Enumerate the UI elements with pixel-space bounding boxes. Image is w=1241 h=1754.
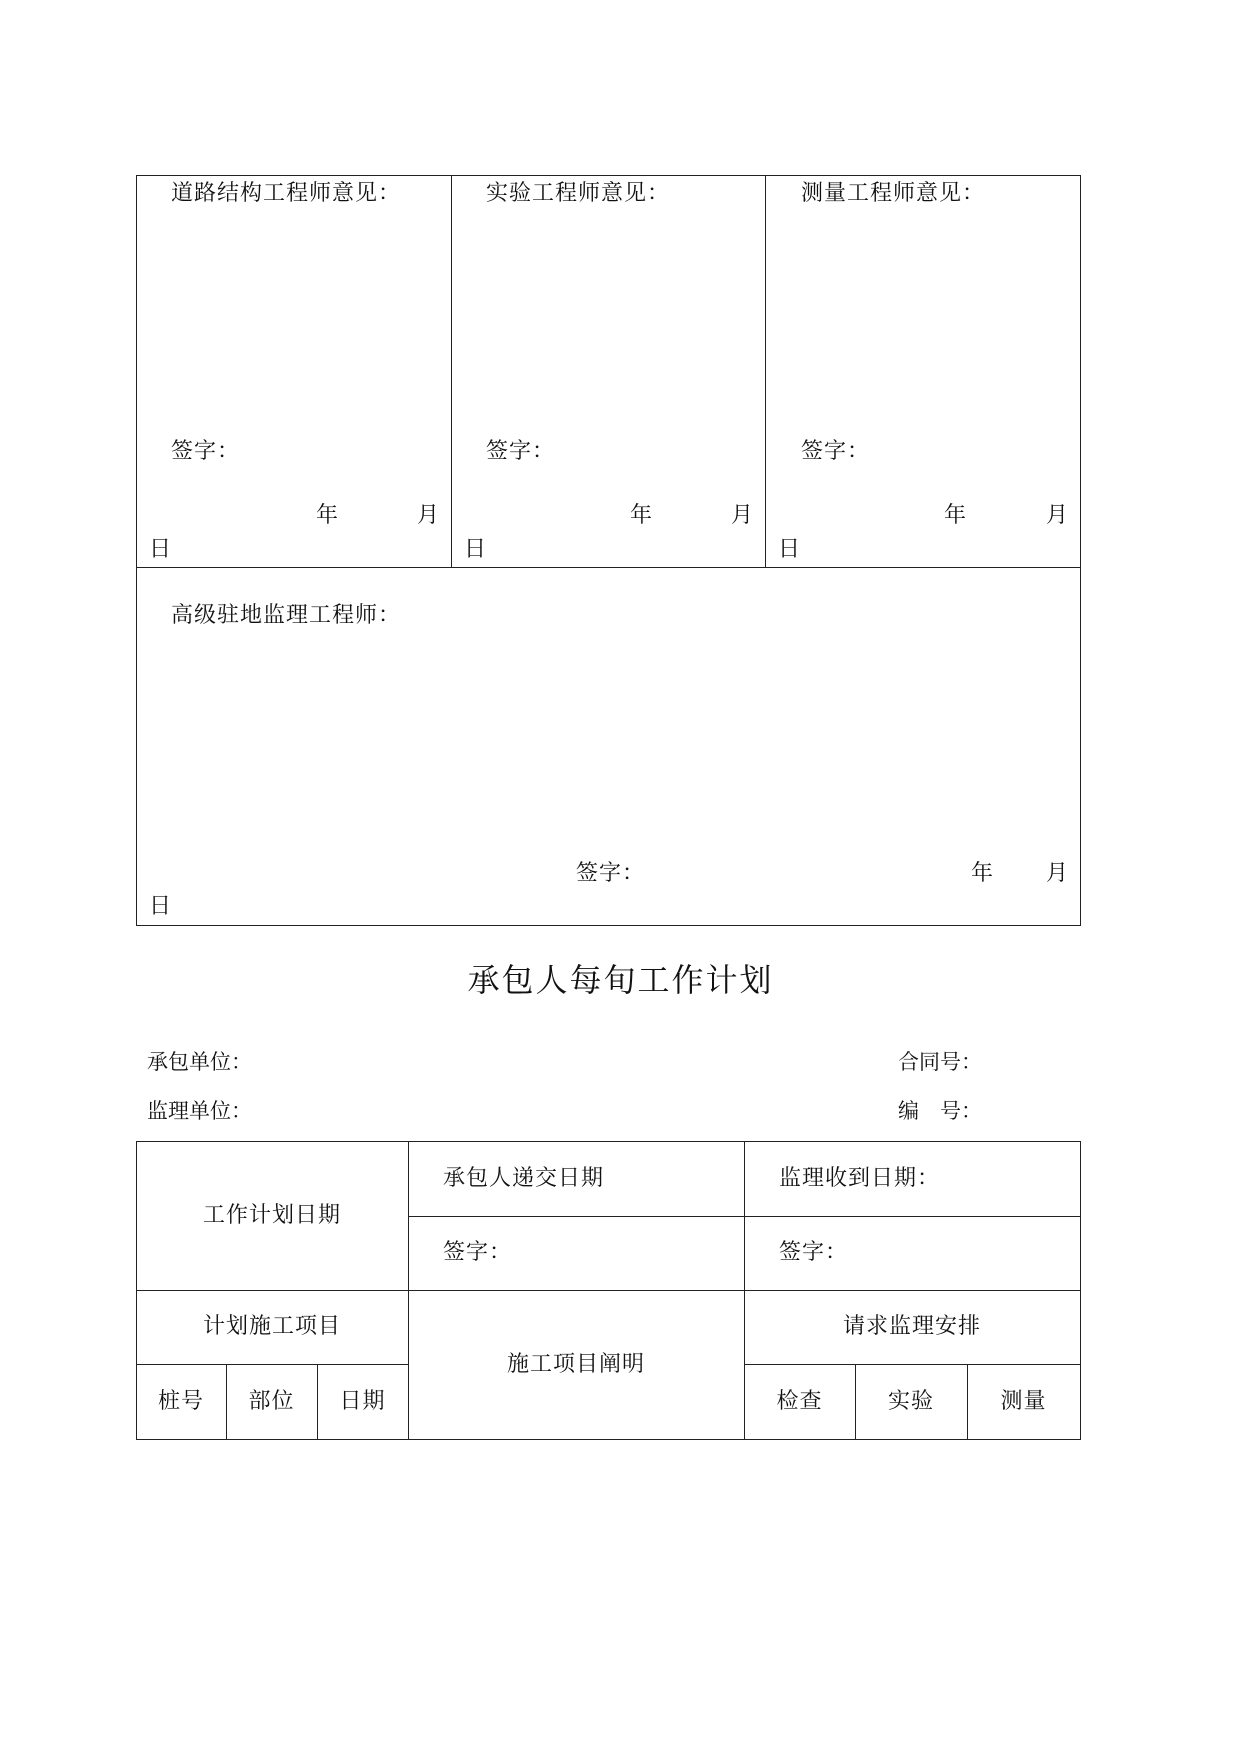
survey-engineer-month-label: 月 [1046,503,1070,528]
senior-engineer-year-label: 年 [971,861,995,886]
table-border-top [136,1141,1081,1142]
lab-engineer-sign-label: 签字： [486,439,556,464]
survey-engineer-year-label: 年 [944,503,968,528]
road-engineer-day-label: 日 [149,537,173,562]
survey-engineer-sign-label: 签字： [801,439,871,464]
planned-items-label: 计划施工项目 [202,1314,341,1339]
survey-engineer-day-label: 日 [778,537,802,562]
row-divider [136,1364,408,1365]
col-inspect-header: 检查 [776,1389,823,1414]
table-border-left [136,175,137,926]
senior-engineer-label: 高级驻地监理工程师： [171,603,402,628]
col-test-header: 实验 [887,1389,934,1414]
row-divider [744,1364,1081,1365]
road-engineer-opinion-label: 道路结构工程师意见： [171,181,402,206]
senior-engineer-day-label: 日 [149,894,173,919]
supervisor-sign-label: 签字： [779,1240,849,1265]
lab-engineer-opinion-label: 实验工程师意见： [486,181,671,206]
table-border-bottom [136,925,1081,926]
col-station-header: 桩号 [157,1389,204,1414]
column-divider [765,175,766,568]
col-part-header: 部位 [248,1389,295,1414]
contractor-label: 承包单位： [147,1050,252,1074]
contractor-sign-label: 签字： [443,1240,513,1265]
table-divider [136,567,1081,568]
contract-no-label: 合同号： [898,1050,982,1074]
road-engineer-sign-label: 签字： [171,439,241,464]
supervisor-label: 监理单位： [147,1099,252,1123]
col-date-header: 日期 [339,1389,386,1414]
lab-engineer-year-label: 年 [630,503,654,528]
road-engineer-year-label: 年 [316,503,340,528]
senior-engineer-month-label: 月 [1046,861,1070,886]
table-border-right [1080,1141,1081,1440]
supervisor-receive-date-label: 监理收到日期： [779,1166,941,1191]
row-divider [136,1290,1081,1291]
request-supervision-label: 请求监理安排 [842,1314,981,1339]
table-border-top [136,175,1081,176]
page-title: 承包人每旬工作计划 [467,961,774,999]
col-survey-header: 测量 [1000,1389,1047,1414]
item-description-label: 施工项目阐明 [506,1352,645,1377]
lab-engineer-month-label: 月 [731,503,755,528]
work-plan-date-label: 工作计划日期 [202,1203,341,1228]
contractor-submit-date-label: 承包人递交日期 [443,1166,605,1191]
road-engineer-month-label: 月 [417,503,441,528]
table-border-right [1080,175,1081,926]
column-divider [408,1141,409,1440]
survey-engineer-opinion-label: 测量工程师意见： [801,181,986,206]
lab-engineer-day-label: 日 [464,537,488,562]
column-divider [451,175,452,568]
table-border-bottom [136,1439,1081,1440]
number-label: 编 号： [898,1099,982,1123]
senior-engineer-sign-label: 签字： [576,861,646,886]
